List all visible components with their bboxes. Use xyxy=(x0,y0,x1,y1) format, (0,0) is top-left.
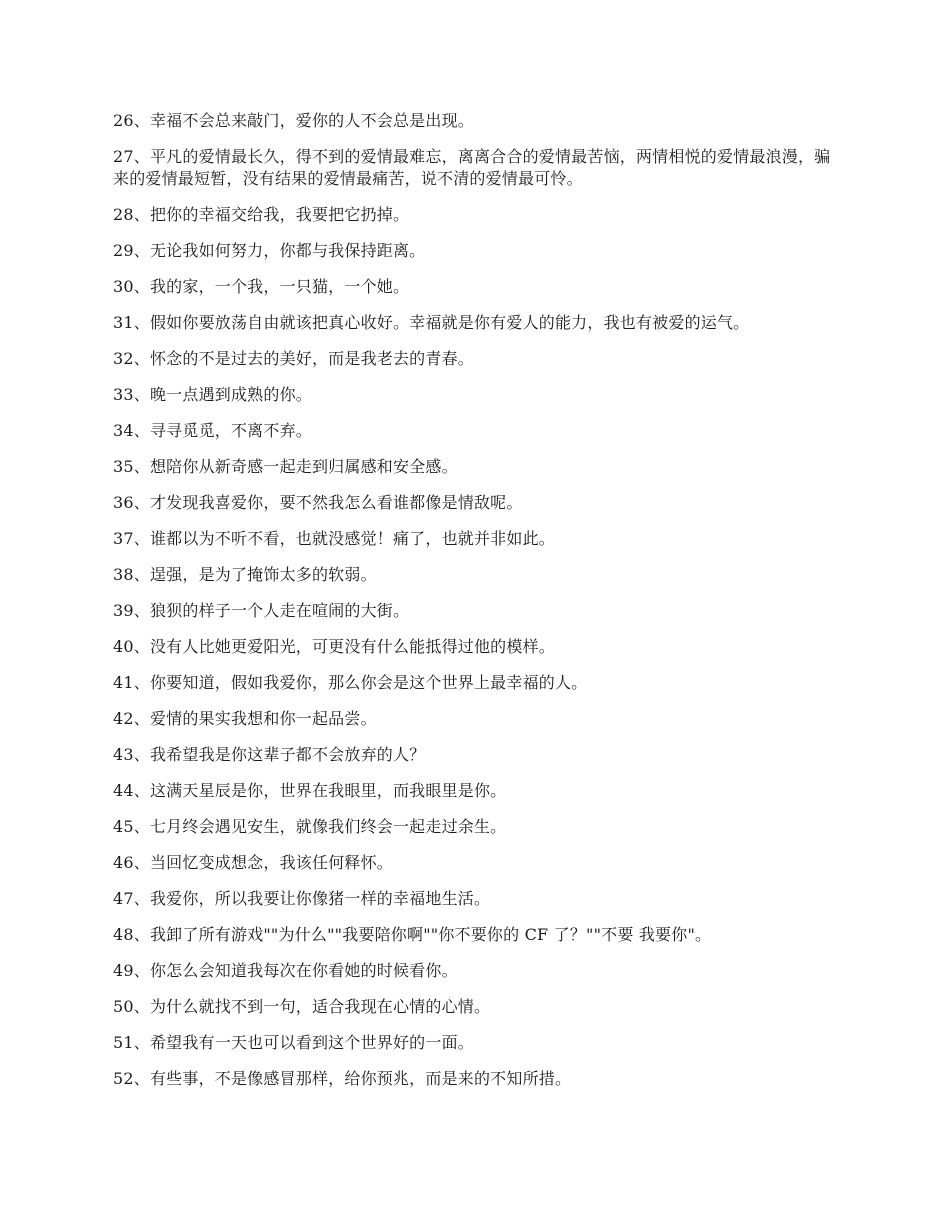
list-item xyxy=(113,996,833,1018)
item-text: 爱情的果实我想和你一起品尝。 xyxy=(149,709,377,728)
item-text: 谁都以为不听不看，也就没感觉！痛了，也就并非如此。 xyxy=(149,529,555,548)
item-number: 52、 xyxy=(113,1069,150,1088)
item-text: 假如你要放荡自由就该把真心收好。幸福就是你有爱人的能力，我也有被爱的运气。 xyxy=(149,313,750,332)
list-item xyxy=(113,780,833,802)
list-item xyxy=(113,528,833,550)
item-text: 有些事，不是像感冒那样，给你预兆，而是来的不知所措。 xyxy=(149,1069,572,1088)
item-number: 39、 xyxy=(113,601,150,620)
item-number: 49、 xyxy=(113,961,150,980)
list-item xyxy=(113,744,833,766)
item-text: 没有人比她更爱阳光，可更没有什么能抵得过他的模样。 xyxy=(149,637,555,656)
list-item xyxy=(113,204,833,226)
item-text: 你怎么会知道我每次在你看她的时候看你。 xyxy=(149,961,458,980)
list-item xyxy=(113,240,833,262)
item-number: 44、 xyxy=(113,781,150,800)
item-text: 你要知道，假如我爱你，那么你会是这个世界上最幸福的人。 xyxy=(149,673,588,692)
list-item xyxy=(113,564,833,586)
item-number: 42、 xyxy=(113,709,150,728)
list-item xyxy=(113,1032,833,1054)
list-item xyxy=(113,852,833,874)
item-text: 希望我有一天也可以看到这个世界好的一面。 xyxy=(149,1033,474,1052)
item-number: 37、 xyxy=(113,529,150,548)
item-number: 36、 xyxy=(113,493,150,512)
item-text: 七月终会遇见安生，就像我们终会一起走过余生。 xyxy=(149,817,507,836)
item-number: 31、 xyxy=(113,313,150,332)
item-number: 32、 xyxy=(113,349,150,368)
item-text: 我希望我是你这辈子都不会放弃的人？ xyxy=(149,745,426,764)
list-item xyxy=(113,888,833,910)
item-number: 41、 xyxy=(113,673,150,692)
item-text: 这满天星辰是你，世界在我眼里，而我眼里是你。 xyxy=(149,781,507,800)
item-number: 33、 xyxy=(113,385,150,404)
list-item xyxy=(113,456,833,478)
list-item xyxy=(113,420,833,442)
item-text: 我的家，一个我，一只猫，一个她。 xyxy=(149,277,410,296)
list-item xyxy=(113,110,833,132)
list-item xyxy=(113,960,833,982)
item-number: 40、 xyxy=(113,637,150,656)
list-item xyxy=(113,672,833,694)
item-number: 30、 xyxy=(113,277,150,296)
item-text: 才发现我喜爱你，要不然我怎么看谁都像是情敌呢。 xyxy=(149,493,523,512)
item-text: 当回忆变成想念，我该任何释怀。 xyxy=(149,853,393,872)
item-number: 27、 xyxy=(113,147,150,166)
list-item xyxy=(113,816,833,838)
list-item xyxy=(113,312,833,334)
item-text: 把你的幸福交给我，我要把它扔掉。 xyxy=(149,205,410,224)
list-item xyxy=(113,384,833,406)
item-number: 46、 xyxy=(113,853,150,872)
item-text: 狼狈的样子一个人走在喧闹的大街。 xyxy=(149,601,410,620)
list-item xyxy=(113,600,833,622)
list-item xyxy=(113,348,833,370)
item-text: 寻寻觅觅，不离不弃。 xyxy=(149,421,312,440)
item-text: 怀念的不是过去的美好，而是我老去的青春。 xyxy=(149,349,474,368)
item-text: 幸福不会总来敲门，爱你的人不会总是出现。 xyxy=(149,111,474,130)
quote-list xyxy=(113,110,833,1104)
item-text: 为什么就找不到一句，适合我现在心情的心情。 xyxy=(149,997,491,1016)
item-number: 51、 xyxy=(113,1033,150,1052)
item-number: 43、 xyxy=(113,745,150,764)
list-item xyxy=(113,276,833,298)
item-text: 无论我如何努力，你都与我保持距离。 xyxy=(149,241,426,260)
item-text: 平凡的爱情最长久，得不到的爱情最难忘，离离合合的爱情最苦恼，两情相悦的爱情最浪漫，骗来的爱情最短暂，没有结果的爱情最痛苦，说不清的爱情最可怜。 xyxy=(113,147,831,188)
item-number: 28、 xyxy=(113,205,150,224)
item-text: 想陪你从新奇感一起走到归属感和安全感。 xyxy=(149,457,458,476)
item-number: 38、 xyxy=(113,565,150,584)
item-number: 26、 xyxy=(113,111,150,130)
item-number: 35、 xyxy=(113,457,150,476)
item-number: 50、 xyxy=(113,997,150,1016)
list-item xyxy=(113,146,833,190)
item-text: 逞强，是为了掩饰太多的软弱。 xyxy=(149,565,377,584)
item-number: 48、 xyxy=(113,925,150,944)
list-item xyxy=(113,636,833,658)
item-text: 晚一点遇到成熟的你。 xyxy=(149,385,312,404)
item-number: 45、 xyxy=(113,817,150,836)
item-number: 47、 xyxy=(113,889,150,908)
item-text: 我爱你，所以我要让你像猪一样的幸福地生活。 xyxy=(149,889,491,908)
item-text: 我卸了所有游戏""为什么""我要陪你啊""你不要你的 CF 了？""不要 我要你"。 xyxy=(149,925,712,944)
list-item xyxy=(113,1068,833,1090)
list-item xyxy=(113,708,833,730)
item-number: 29、 xyxy=(113,241,150,260)
list-item xyxy=(113,492,833,514)
list-item xyxy=(113,924,833,946)
item-number: 34、 xyxy=(113,421,150,440)
